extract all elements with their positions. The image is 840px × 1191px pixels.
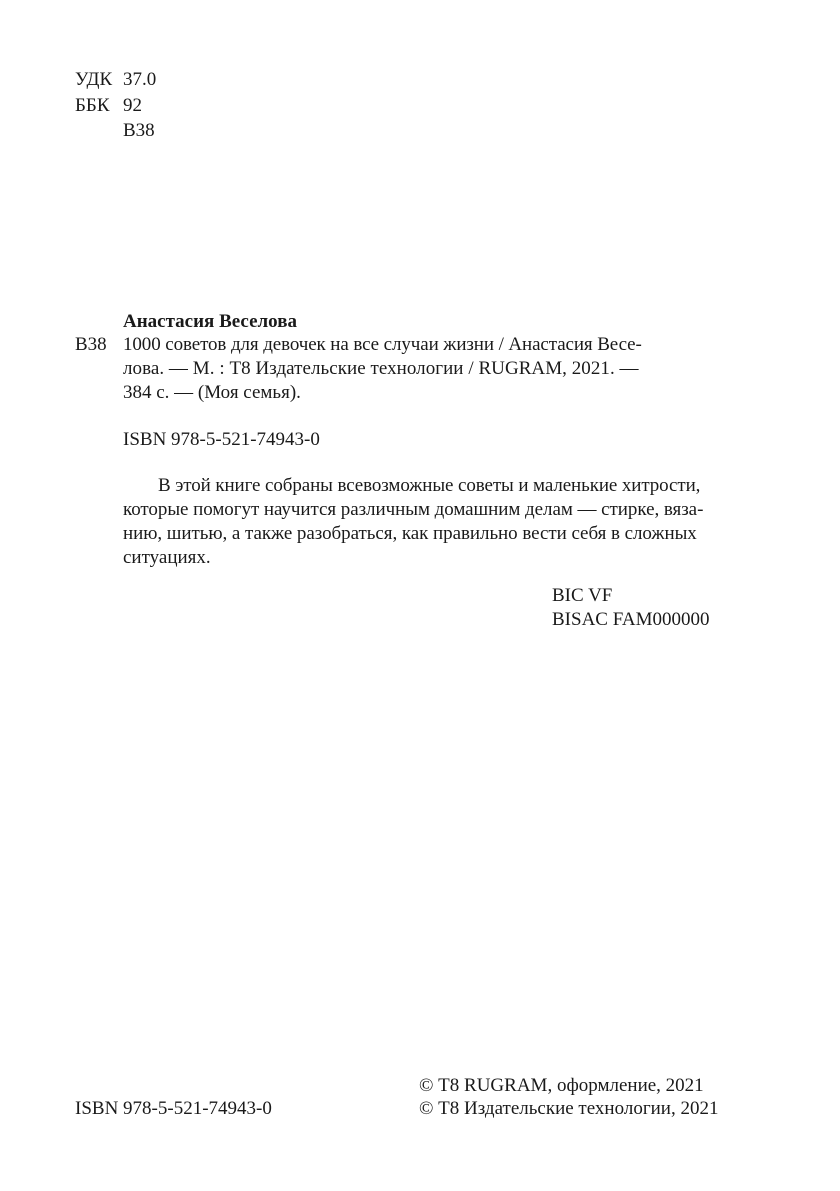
record-author-sign: В38 bbox=[75, 334, 107, 355]
copyright-line: © Т8 RUGRAM, оформление, 2021 bbox=[419, 1075, 704, 1096]
bbk-value: 92 bbox=[123, 95, 142, 116]
author-sign: В38 bbox=[123, 120, 155, 141]
bbk-label: ББК bbox=[75, 95, 110, 116]
footer-isbn: ISBN 978-5-521-74943-0 bbox=[75, 1098, 272, 1119]
udk-label: УДК bbox=[75, 69, 113, 90]
record-line: 1000 советов для девочек на все случаи жизни / Анастасия Весе- bbox=[123, 334, 642, 355]
copyright-line: © Т8 Издательские технологии, 2021 bbox=[419, 1098, 719, 1119]
annotation-line: В этой книге собраны всевозможные советы и маленькие хитрости, bbox=[158, 475, 701, 496]
record-line: лова. — М. : Т8 Издательские технологии / RUGRAM, 2021. — bbox=[123, 358, 639, 379]
author-name: Анастасия Веселова bbox=[123, 311, 297, 332]
bic-code: BIC VF bbox=[552, 585, 613, 606]
udk-value: 37.0 bbox=[123, 69, 157, 90]
isbn: ISBN 978-5-521-74943-0 bbox=[123, 429, 320, 450]
annotation-line: которые помогут научится различным домашним делам — стирке, вяза- bbox=[123, 499, 704, 520]
bisac-code: BISAC FAM000000 bbox=[552, 609, 710, 630]
annotation-line: нию, шитью, а также разобраться, как правильно вести себя в сложных bbox=[123, 523, 697, 544]
annotation-line: ситуациях. bbox=[123, 547, 211, 568]
record-line: 384 с. — (Моя семья). bbox=[123, 382, 301, 403]
